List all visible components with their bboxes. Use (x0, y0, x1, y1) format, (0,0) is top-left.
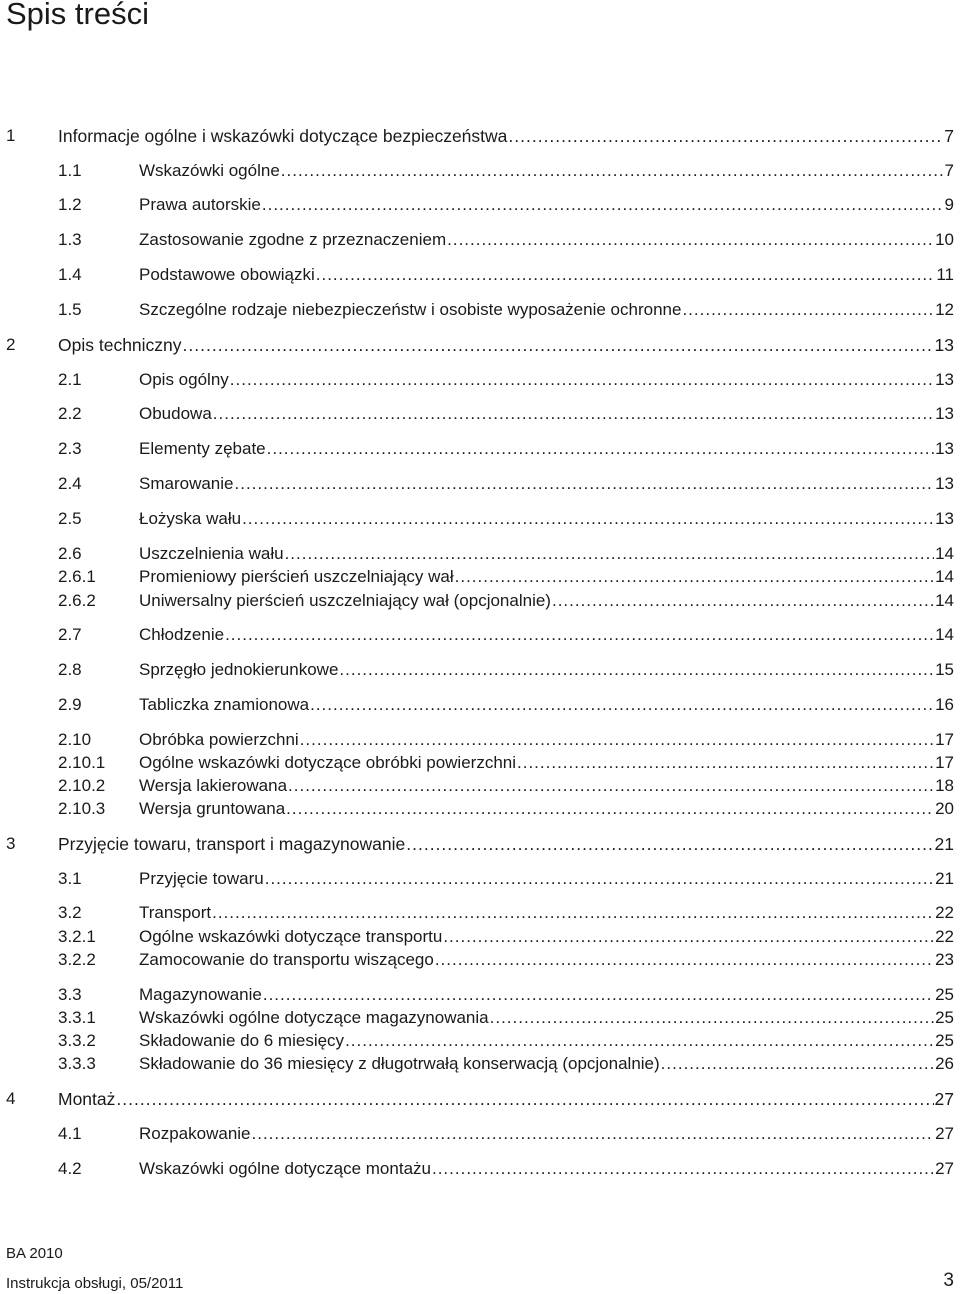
toc-entry-leader-line (139, 368, 954, 392)
toc-dot-leader (242, 507, 934, 531)
toc-dot-leader (286, 797, 934, 821)
toc-entry-page: 9 (944, 195, 954, 214)
toc-entry[interactable] (0, 368, 960, 392)
toc-entry-leader-line (139, 1029, 954, 1053)
toc-entry-label: Uszczelnienia wału (139, 544, 284, 563)
toc-entry-label: Smarowanie (139, 474, 234, 493)
toc-entry-label: Ogólne wskazówki dotyczące obróbki powierzchni (139, 753, 517, 772)
toc-dot-leader (230, 368, 934, 392)
toc-entry-number: 1.2 (58, 195, 82, 214)
toc-entry[interactable] (0, 797, 960, 821)
toc-entry[interactable] (0, 263, 960, 287)
toc-entry-label: Przyjęcie towaru, transport i magazynowanie (58, 834, 406, 854)
toc-entry-number: 4.1 (58, 1124, 82, 1143)
toc-entry-number: 2.10.2 (58, 776, 106, 795)
toc-entry-page: 27 (935, 1124, 954, 1143)
toc-dot-leader (252, 1122, 935, 1146)
toc-dot-leader (517, 751, 934, 775)
toc-entry-leader-line (139, 1052, 954, 1076)
toc-dot-leader (285, 542, 935, 566)
toc-dot-leader (316, 263, 936, 287)
toc-entry[interactable] (0, 925, 960, 949)
toc-dot-leader (682, 298, 934, 322)
toc-entry[interactable] (0, 948, 960, 972)
toc-entry-leader-line (139, 472, 954, 496)
toc-entry-label: Wersja lakierowana (139, 776, 288, 795)
toc-entry-number: 2.6.1 (58, 567, 96, 586)
toc-entry-page: 13 (935, 439, 954, 458)
toc-entry-page: 15 (935, 660, 954, 679)
toc-entry-leader-line (139, 751, 954, 775)
toc-dot-leader (447, 228, 934, 252)
toc-entry-number: 3.3.3 (58, 1054, 96, 1073)
footer-page-number: 3 (943, 1270, 954, 1291)
toc-entry-label: Tabliczka znamionowa (139, 695, 310, 714)
toc-entry-label: Elementy zębate (139, 439, 266, 458)
toc-entry-number: 3.3 (58, 985, 82, 1004)
toc-entry-number: 2.2 (58, 404, 82, 423)
toc-dot-leader (661, 1052, 934, 1076)
toc-dot-leader (213, 402, 934, 426)
toc-entry-leader-line (58, 832, 954, 856)
toc-dot-leader (116, 1087, 933, 1111)
toc-dot-leader (508, 124, 943, 148)
toc-dot-leader (212, 901, 934, 925)
toc-entry-leader-line (139, 437, 954, 461)
toc-entry-page: 25 (935, 1008, 954, 1027)
toc-dot-leader (262, 193, 944, 217)
toc-entry-number: 3.2.2 (58, 950, 96, 969)
toc-entry-leader-line (139, 507, 954, 531)
toc-dot-leader (235, 472, 935, 496)
toc-dot-leader (490, 1006, 934, 1030)
toc-entry-leader-line (139, 193, 954, 217)
toc-entry-number: 3.2 (58, 903, 82, 922)
toc-entry-page: 27 (935, 1159, 954, 1178)
toc-entry[interactable] (0, 751, 960, 775)
toc-entry-label: Zastosowanie zgodne z przeznaczeniem (139, 230, 447, 249)
toc-entry-label: Składowanie do 36 miesięcy z długotrwałą konserwacją (opcjonalnie) (139, 1054, 660, 1073)
toc-dot-leader (406, 832, 933, 856)
toc-entry-leader-line (139, 925, 954, 949)
toc-entry-page: 14 (935, 625, 954, 644)
toc-entry-number: 2.10.1 (58, 753, 106, 772)
toc-dot-leader (300, 728, 934, 752)
toc-entry[interactable] (0, 774, 960, 798)
toc-entry-label: Podstawowe obowiązki (139, 265, 315, 284)
toc-entry-label: Łożyska wału (139, 509, 242, 528)
toc-entry-label: Uniwersalny pierścień uszczelniający wał (opcjonalnie) (139, 591, 551, 610)
toc-entry[interactable] (0, 983, 960, 1007)
toc-entry-number: 2.6.2 (58, 591, 96, 610)
toc-dot-leader (263, 983, 934, 1007)
toc-entry-number: 2.8 (58, 660, 82, 679)
toc-entry-page: 13 (935, 509, 954, 528)
toc-entry-page: 13 (935, 474, 954, 493)
toc-dot-leader (345, 1029, 934, 1053)
toc-entry[interactable] (0, 402, 960, 426)
toc-entry[interactable] (0, 1157, 960, 1181)
toc-entry[interactable] (0, 437, 960, 461)
page-title: Spis treści (6, 0, 149, 31)
toc-entry[interactable] (0, 124, 960, 148)
toc-entry[interactable] (0, 728, 960, 752)
toc-entry-leader-line (139, 948, 954, 972)
toc-entry-page: 21 (935, 869, 954, 888)
toc-dot-leader (288, 774, 934, 798)
toc-entry-number: 3.1 (58, 869, 82, 888)
toc-entry-page: 11 (936, 265, 954, 284)
toc-entry-number: 2 (6, 335, 16, 354)
toc-entry-leader-line (139, 1157, 954, 1181)
toc-entry[interactable] (0, 832, 960, 856)
toc-entry-label: Wskazówki ogólne dotyczące montażu (139, 1159, 431, 1178)
toc-entry-label: Transport (139, 903, 212, 922)
toc-entry-leader-line (139, 1122, 954, 1146)
toc-entry-leader-line (139, 542, 954, 566)
toc-entry-page: 23 (935, 950, 954, 969)
toc-entry-number: 3.3.2 (58, 1031, 96, 1050)
toc-entry-label: Wskazówki ogólne dotyczące magazynowania (139, 1008, 489, 1027)
toc-entry[interactable] (0, 623, 960, 647)
toc-entry[interactable] (0, 1029, 960, 1053)
toc-entry-label: Prawa autorskie (139, 195, 261, 214)
toc-entry[interactable] (0, 228, 960, 252)
toc-entry-page: 13 (935, 404, 954, 423)
toc-entry-label: Składowanie do 6 miesięcy (139, 1031, 345, 1050)
toc-entry-leader-line (58, 1087, 954, 1111)
toc-entry[interactable] (0, 901, 960, 925)
toc-entry-leader-line (139, 159, 954, 183)
toc-dot-leader (281, 159, 944, 183)
toc-entry-label: Wersja gruntowana (139, 799, 286, 818)
toc-entry[interactable] (0, 693, 960, 717)
toc-entry-leader-line (139, 867, 954, 891)
toc-entry-label: Obudowa (139, 404, 212, 423)
toc-entry[interactable] (0, 1006, 960, 1030)
toc-entry-page: 12 (935, 300, 954, 319)
toc-entry[interactable] (0, 658, 960, 682)
toc-entry-page: 13 (934, 335, 954, 355)
toc-entry-page: 22 (935, 903, 954, 922)
toc-dot-leader (183, 333, 934, 357)
toc-entry-page: 10 (935, 230, 954, 249)
toc-entry-number: 2.1 (58, 370, 82, 389)
toc-entry-label: Informacje ogólne i wskazówki dotyczące bezpieczeństwa (58, 126, 508, 146)
toc-entry-number: 2.5 (58, 509, 82, 528)
toc-entry-number: 1.1 (58, 161, 82, 180)
toc-entry-leader-line (139, 298, 954, 322)
toc-entry-page: 14 (935, 591, 954, 610)
toc-entry-number: 2.4 (58, 474, 82, 493)
toc-entry-label: Wskazówki ogólne (139, 161, 280, 180)
toc-dot-leader (432, 1157, 934, 1181)
toc-entry-leader-line (139, 565, 954, 589)
toc-entry-number: 1.4 (58, 265, 82, 284)
toc-entry-leader-line (139, 797, 954, 821)
toc-dot-leader (310, 693, 934, 717)
toc-entry-label: Opis techniczny (58, 335, 182, 355)
toc-entry-page: 17 (935, 753, 954, 772)
toc-dot-leader (455, 565, 934, 589)
toc-entry-label: Magazynowanie (139, 985, 262, 1004)
toc-entry-leader-line (58, 124, 954, 148)
toc-entry-number: 1.5 (58, 300, 82, 319)
toc-entry[interactable] (0, 867, 960, 891)
toc-entry-number: 3.3.1 (58, 1008, 96, 1027)
toc-entry-page: 16 (935, 695, 954, 714)
toc-entry-number: 2.10 (58, 730, 92, 749)
toc-entry[interactable] (0, 333, 960, 357)
toc-entry-label: Ogólne wskazówki dotyczące transportu (139, 927, 443, 946)
toc-entry-page: 14 (935, 567, 954, 586)
toc-entry-page: 22 (935, 927, 954, 946)
toc-entry-leader-line (139, 263, 954, 287)
toc-entry-leader-line (139, 1006, 954, 1030)
toc-entry[interactable] (0, 1122, 960, 1146)
toc-entry-number: 2.3 (58, 439, 82, 458)
toc-entry-label: Opis ogólny (139, 370, 229, 389)
toc-entry[interactable] (0, 472, 960, 496)
toc-entry-label: Rozpakowanie (139, 1124, 251, 1143)
toc-entry-leader-line (58, 333, 954, 357)
toc-entry-number: 2.6 (58, 544, 82, 563)
toc-entry-leader-line (139, 658, 954, 682)
toc-dot-leader (435, 948, 934, 972)
toc-entry-number: 1.3 (58, 230, 82, 249)
toc-dot-leader (265, 867, 934, 891)
toc-dot-leader (552, 589, 934, 613)
toc-entry[interactable] (0, 298, 960, 322)
toc-entry[interactable] (0, 507, 960, 531)
toc-entry-label: Montaż (58, 1089, 116, 1109)
toc-entry-page: 20 (935, 799, 954, 818)
toc-entry-number: 2.7 (58, 625, 82, 644)
toc-entry-label: Szczególne rodzaje niebezpieczeństw i osobiste wyposażenie ochronne (139, 300, 682, 319)
toc-entry[interactable] (0, 193, 960, 217)
toc-entry-label: Promieniowy pierścień uszczelniający wał (139, 567, 454, 586)
toc-entry-leader-line (139, 402, 954, 426)
toc-entry-number: 3.2.1 (58, 927, 96, 946)
toc-entry-page: 13 (935, 370, 954, 389)
toc-entry-page: 17 (935, 730, 954, 749)
toc-entry-page: 27 (934, 1089, 954, 1109)
toc-dot-leader (225, 623, 934, 647)
toc-entry-label: Obróbka powierzchni (139, 730, 299, 749)
toc-dot-leader (339, 658, 934, 682)
toc-entry-number: 3 (6, 834, 16, 853)
toc-entry-page: 7 (944, 126, 954, 146)
toc-entry-leader-line (139, 693, 954, 717)
toc-entry-number: 4 (6, 1089, 16, 1108)
toc-entry-page: 18 (935, 776, 954, 795)
toc-entry-number: 1 (6, 126, 16, 145)
toc-entry-leader-line (139, 589, 954, 613)
toc-entry-number: 4.2 (58, 1159, 82, 1178)
toc-entry[interactable] (0, 589, 960, 613)
toc-entry-leader-line (139, 901, 954, 925)
toc-entry-label: Zamocowanie do transportu wiszącego (139, 950, 434, 969)
toc-entry-leader-line (139, 728, 954, 752)
toc-entry-leader-line (139, 228, 954, 252)
toc-entry-label: Sprzęgło jednokierunkowe (139, 660, 339, 679)
toc-entry-page: 21 (934, 834, 954, 854)
toc-entry[interactable] (0, 542, 960, 566)
footer-manual-title: Instrukcja obsługi, 05/2011 (6, 1275, 184, 1292)
toc-entry-number: 2.9 (58, 695, 82, 714)
toc-entry-page: 14 (935, 544, 954, 563)
toc-entry[interactable] (0, 1052, 960, 1076)
toc-entry[interactable] (0, 565, 960, 589)
toc-entry-leader-line (139, 623, 954, 647)
toc-entry[interactable] (0, 1087, 960, 1111)
toc-entry-label: Przyjęcie towaru (139, 869, 264, 888)
toc-entry-page: 25 (935, 985, 954, 1004)
toc-entry-leader-line (139, 983, 954, 1007)
toc-entry[interactable] (0, 159, 960, 183)
toc-entry-page: 26 (935, 1054, 954, 1073)
toc-entry-leader-line (139, 774, 954, 798)
toc-dot-leader (443, 925, 934, 949)
toc-entry-number: 2.10.3 (58, 799, 106, 818)
toc-dot-leader (267, 437, 934, 461)
toc-entry-label: Chłodzenie (139, 625, 225, 644)
toc-entry-page: 25 (935, 1031, 954, 1050)
toc-entry-page: 7 (944, 161, 954, 180)
footer-doc-code: BA 2010 (6, 1245, 63, 1262)
